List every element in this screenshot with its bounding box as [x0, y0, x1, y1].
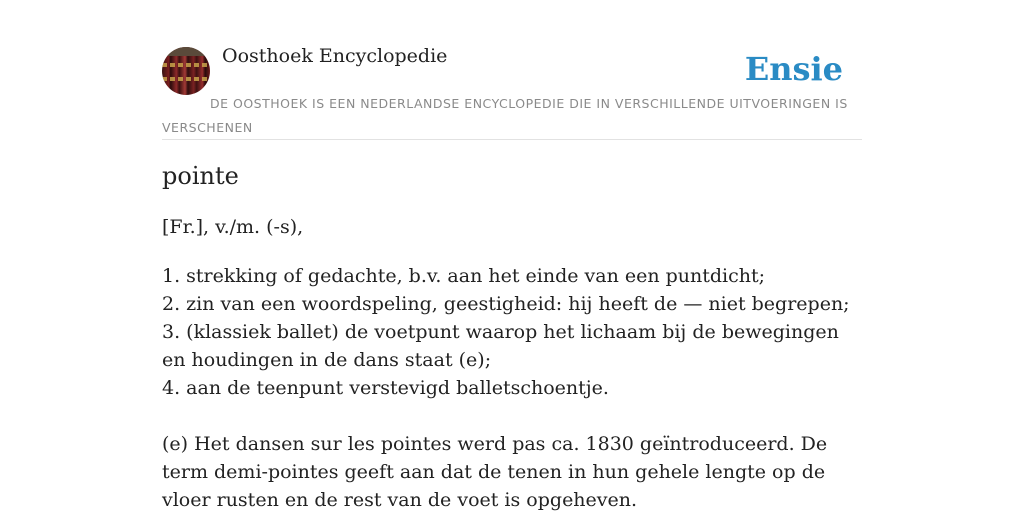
entry-headword: pointe [162, 162, 239, 190]
avatar-shelf [162, 47, 210, 56]
sense-item: 3. (klassiek ballet) de voetpunt waarop het lichaam bij de bewegingen en houdingen in de dans staat (e); [162, 321, 839, 371]
brand-logo[interactable]: Ensie [744, 50, 843, 88]
site-tagline: DE OOSTHOEK IS EEN NEDERLANDSE ENCYCLOPEDIE DIE IN VERSCHILLENDE UITVOERINGEN IS VERSCHENEN [162, 96, 848, 135]
sense-item: 2. zin van een woordspeling, geestigheid: hij heeft de — niet begrepen; [162, 293, 850, 315]
sense-item: 1. strekking of gedachte, b.v. aan het einde van een puntdicht; [162, 265, 766, 287]
entry-senses [162, 262, 862, 402]
encyclopedia-avatar[interactable] [162, 47, 210, 95]
header-divider [162, 139, 862, 140]
entry-note: (e) Het dansen sur les pointes werd pas ca. 1830 geïntroduceerd. De term demi-pointes geeft aan dat de tenen in hun gehele lengte op de vloer rusten en de rest van de voet is opgeheven. [162, 433, 828, 511]
sense-item: 4. aan de teenpunt verstevigd balletschoentje. [162, 377, 609, 399]
avatar-spine-band [162, 63, 210, 67]
entry-grammar: [Fr.], v./m. (-s), [162, 216, 304, 238]
avatar-spine-band [162, 77, 210, 81]
site-title[interactable]: Oosthoek Encyclopedie [222, 45, 448, 67]
